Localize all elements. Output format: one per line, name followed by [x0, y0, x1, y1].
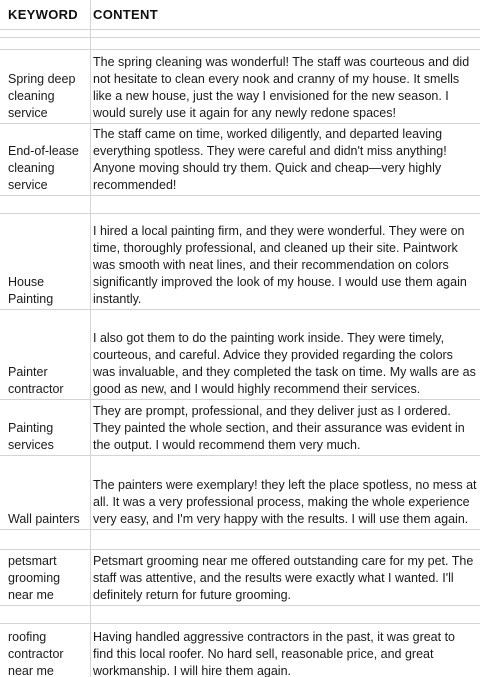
keyword-cell[interactable]: Spring deep cleaning service — [8, 72, 76, 120]
keyword-cell[interactable] — [0, 196, 90, 213]
content-cell[interactable]: Having handled aggressive contractors in the past, it was great to find this local roofer. No hard sell, reasonable price, and great workmanship. I will hire them again. — [93, 630, 456, 677]
keyword-cell[interactable]: Painting services — [8, 421, 54, 452]
keyword-cell[interactable]: roofing contractor near me — [8, 630, 64, 677]
table-row — [0, 310, 480, 400]
table-row — [0, 214, 480, 310]
content-cell[interactable] — [91, 38, 480, 49]
content-cell[interactable] — [91, 530, 480, 549]
header-content[interactable]: CONTENT — [93, 6, 158, 22]
keyword-cell[interactable]: Wall painters — [8, 512, 80, 526]
content-cell[interactable]: I also got them to do the painting work inside. They were timely, courteous, and careful. Advice they provided regarding the colors was invaluable, and they completed the task on time. My walls are as good as new, and I would highly recommend their services. — [93, 331, 476, 396]
table-row — [0, 196, 480, 214]
content-cell[interactable]: I hired a local painting firm, and they were wonderful. They were on time, thoroughly professional, and cleaned up their site. Paintwork was smooth with neat lines, and their recommendation on colors significantly improved the look of my house. I would use them again instantly. — [93, 224, 467, 306]
content-cell[interactable]: Petsmart grooming near me offered outstanding care for my pet. The staff was attentive, and the results were exactly what I wanted. I'll definitely return for future grooming. — [93, 554, 474, 602]
content-cell[interactable] — [91, 606, 480, 623]
header-row — [0, 0, 480, 30]
content-cell[interactable] — [91, 30, 480, 37]
keyword-cell[interactable]: Painter contractor — [8, 365, 64, 396]
content-cell[interactable]: The staff came on time, worked diligently, and departed leaving everything spotless. They were careful and didn't miss anything! Anyone moving should try them. Quick and cheap—very highly recommended! — [93, 127, 447, 192]
keyword-cell[interactable]: End-of-lease cleaning service — [8, 144, 79, 192]
keyword-cell[interactable] — [0, 530, 90, 549]
content-cell[interactable]: They are prompt, professional, and they deliver just as I ordered. They painted the whole section, and their assurance was evident in the output. I would recommend them very much. — [93, 404, 465, 452]
keyword-cell[interactable] — [0, 38, 90, 49]
table-row — [0, 400, 480, 456]
table-row — [0, 624, 480, 677]
keyword-cell[interactable] — [0, 30, 90, 37]
table-row — [0, 30, 480, 38]
table-row — [0, 38, 480, 50]
keyword-cell[interactable]: House Painting — [8, 275, 54, 306]
table-row — [0, 550, 480, 606]
header-keyword[interactable]: KEYWORD — [8, 6, 78, 22]
content-cell[interactable] — [91, 196, 480, 213]
content-cell[interactable]: The painters were exemplary! they left the place spotless, no mess at all. It was a very professional process, making the whole experience very easy, and I'm very happy with the results. I will use them again. — [93, 478, 477, 526]
table-row — [0, 124, 480, 196]
table-row — [0, 50, 480, 124]
keyword-cell[interactable] — [0, 606, 90, 623]
table-row — [0, 606, 480, 624]
content-cell[interactable]: The spring cleaning was wonderful! The staff was courteous and did not hesitate to clean every nook and cranny of my house. It smells like a new house, just the way I envisioned for the new season. I would surely use it again for any newly redone spaces! — [93, 55, 470, 120]
table-row — [0, 530, 480, 550]
table-row — [0, 456, 480, 530]
keyword-cell[interactable]: petsmart grooming near me — [8, 554, 61, 602]
